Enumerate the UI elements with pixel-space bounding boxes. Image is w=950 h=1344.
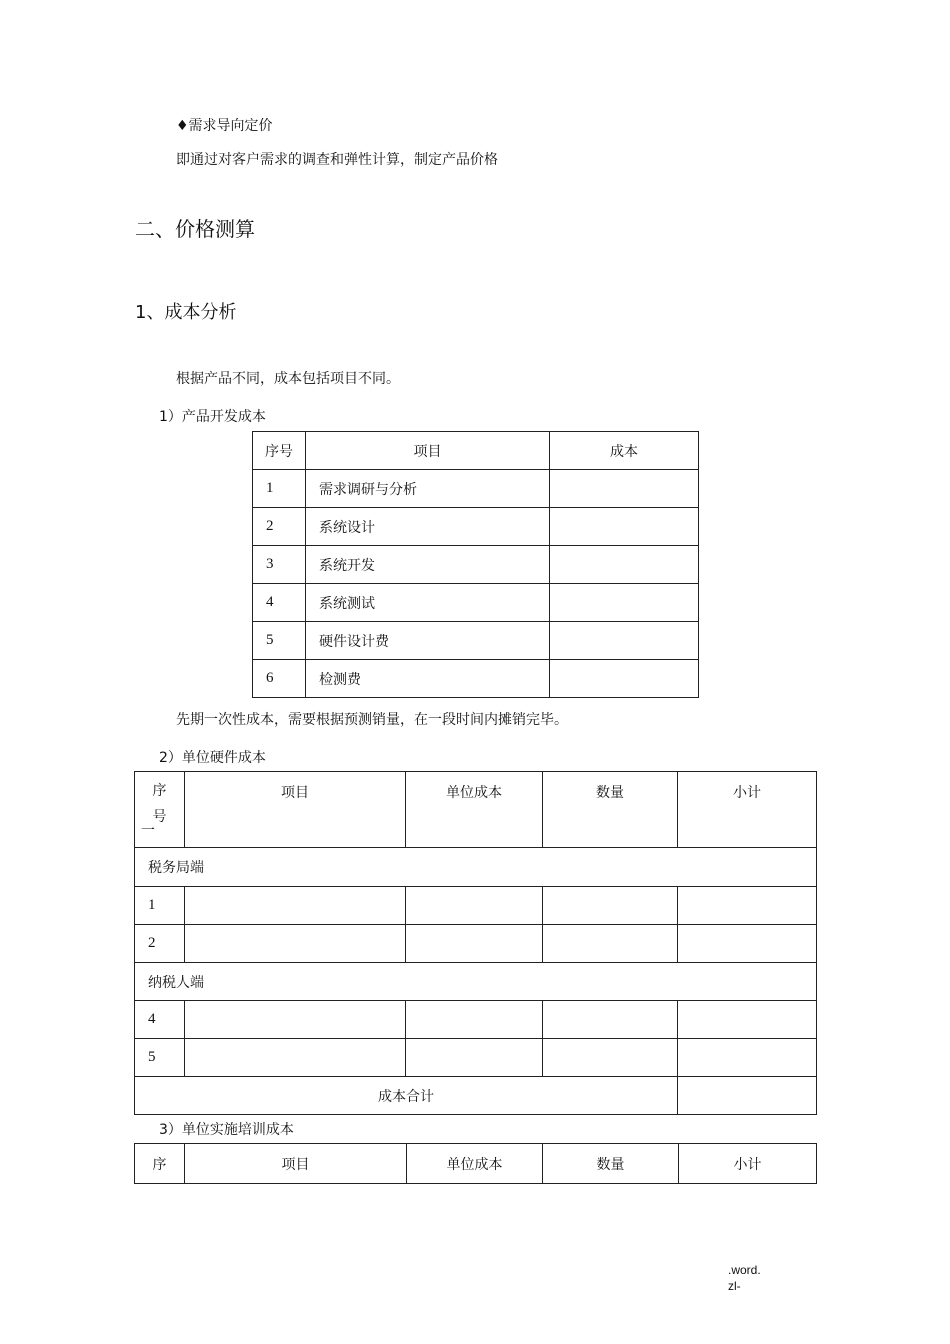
header-unit-cost: 单位成本: [406, 772, 543, 848]
header-item: 项目: [185, 1144, 407, 1184]
row-subtotal: [678, 925, 817, 963]
row-no: 5: [253, 622, 306, 660]
dev-cost-table: [252, 431, 699, 698]
row-item: [185, 887, 406, 925]
demand-pricing-desc: 即通过对客户需求的调查和弹性计算，制定产品价格: [176, 152, 498, 168]
header-no-mark: 一: [141, 823, 155, 839]
row-subtotal: [678, 1001, 817, 1039]
group-row: [135, 848, 817, 887]
row-item: 硬件设计费: [306, 622, 550, 660]
row-no: 1: [135, 887, 185, 925]
footer-zl: zl-: [728, 1279, 741, 1293]
header-qty: 数量: [543, 1144, 679, 1184]
header-no-line1: 序: [152, 783, 167, 799]
table-row: [253, 508, 699, 546]
row-subtotal: [678, 1039, 817, 1077]
table-header-row: [253, 432, 699, 470]
total-row: [135, 1077, 817, 1115]
table-row: [253, 622, 699, 660]
training-cost-table: [134, 1143, 817, 1184]
header-no-line2: 号: [152, 809, 167, 825]
row-qty: [543, 1001, 678, 1039]
table-row: [253, 660, 699, 698]
header-qty: 数量: [543, 772, 678, 848]
row-qty: [543, 887, 678, 925]
row-subtotal: [678, 887, 817, 925]
table-header-row: [135, 772, 817, 848]
row-item: [185, 925, 406, 963]
table-row: [253, 584, 699, 622]
row-no: 1: [253, 470, 306, 508]
header-subtotal: 小计: [678, 772, 817, 848]
header-item: 项目: [306, 432, 550, 470]
table-row: [253, 470, 699, 508]
row-qty: [543, 925, 678, 963]
row-cost: [550, 584, 699, 622]
table-row: [135, 1039, 817, 1077]
row-no: 4: [135, 1001, 185, 1039]
row-cost: [550, 622, 699, 660]
row-no: 2: [253, 508, 306, 546]
demand-pricing-heading: ♦需求导向定价: [176, 118, 273, 134]
row-no: 5: [135, 1039, 185, 1077]
row-unit-cost: [406, 887, 543, 925]
table-row: [135, 925, 817, 963]
row-cost: [550, 660, 699, 698]
row-qty: [543, 1039, 678, 1077]
dev-cost-caption: 1）产品开发成本: [159, 409, 266, 425]
table-row: [253, 546, 699, 584]
row-item: 检测费: [306, 660, 550, 698]
dev-cost-note: 先期一次性成本，需要根据预测销量，在一段时间内摊销完毕。: [176, 712, 568, 728]
row-item: 系统测试: [306, 584, 550, 622]
row-no: 2: [135, 925, 185, 963]
row-cost: [550, 508, 699, 546]
training-cost-caption: 3）单位实施培训成本: [159, 1122, 294, 1138]
total-label: 成本合计: [135, 1077, 678, 1115]
row-unit-cost: [406, 1039, 543, 1077]
total-value: [678, 1077, 817, 1115]
table-header-row: [135, 1144, 817, 1184]
group-label-tax-bureau: 税务局端: [135, 848, 817, 887]
hw-cost-table: [134, 771, 817, 1115]
header-subtotal: 小计: [679, 1144, 817, 1184]
header-item: 项目: [185, 772, 406, 848]
row-cost: [550, 470, 699, 508]
row-no: 3: [253, 546, 306, 584]
row-no: 6: [253, 660, 306, 698]
row-unit-cost: [406, 1001, 543, 1039]
header-unit-cost: 单位成本: [407, 1144, 543, 1184]
row-item: 系统开发: [306, 546, 550, 584]
row-item: [185, 1001, 406, 1039]
row-item: [185, 1039, 406, 1077]
header-cost: 成本: [550, 432, 699, 470]
footer-word: .word.: [728, 1263, 761, 1277]
row-unit-cost: [406, 925, 543, 963]
group-row: [135, 963, 817, 1001]
header-no: 序号: [253, 432, 306, 470]
header-no: [135, 772, 185, 848]
subsection-title: 1、成本分析: [135, 302, 237, 323]
section-title: 二、价格测算: [135, 217, 255, 241]
table-row: [135, 887, 817, 925]
row-item: 系统设计: [306, 508, 550, 546]
row-cost: [550, 546, 699, 584]
table-row: [135, 1001, 817, 1039]
cost-intro: 根据产品不同，成本包括项目不同。: [176, 371, 400, 387]
row-item: 需求调研与分析: [306, 470, 550, 508]
row-no: 4: [253, 584, 306, 622]
hw-cost-caption: 2）单位硬件成本: [159, 750, 266, 766]
group-label-taxpayer: 纳税人端: [135, 963, 817, 1001]
header-no: 序: [135, 1144, 185, 1184]
